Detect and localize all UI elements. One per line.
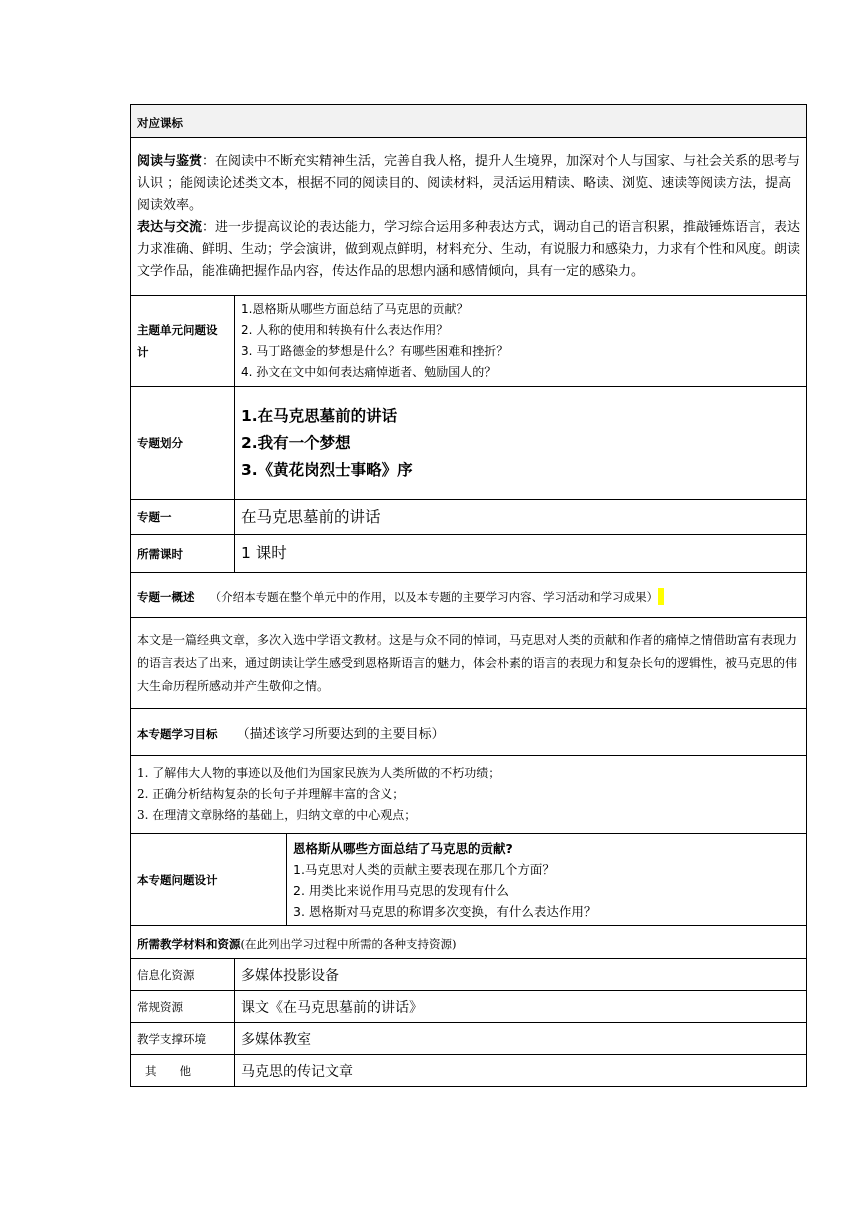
resource-row-label	[131, 991, 235, 1023]
topic-item: 2.我有一个梦想	[241, 433, 351, 452]
unit-question-item: 4. 孙文在文中如何表达痛悼逝者、勉励国人的？	[241, 365, 497, 379]
topic-item: 3.《黄花岗烈士事略》序	[241, 460, 413, 479]
resources-label: 所需教学材料和资源	[137, 936, 241, 951]
lesson-plan-document	[130, 104, 806, 1087]
topic-item: 1.在马克思墓前的讲话	[241, 406, 398, 425]
resources-note: (在此列出学习过程中所需的各种支持资源)	[240, 936, 457, 951]
hours-label-cell	[131, 535, 235, 573]
resource-row-value	[235, 991, 807, 1023]
hours-cell	[235, 535, 807, 573]
resource-row-label	[131, 1055, 235, 1087]
topic-one-label-cell	[131, 500, 235, 535]
resource-row-value	[235, 959, 807, 991]
resource-value: 马克思的传记文章	[241, 1063, 353, 1080]
goal-item: 3. 在理清文章脉络的基础上，归纳文章的中心观点；	[137, 808, 417, 822]
overview-note: （介绍本专题在整个单元中的作用，以及本专题的主要学习内容、学习活动和学习成果）	[209, 589, 659, 604]
topics-label: 专题划分	[137, 436, 183, 450]
resources-header-cell	[131, 926, 807, 959]
goals-note: （描述该学习所要达到的主要目标）	[236, 726, 445, 742]
resource-row-value	[235, 1023, 807, 1055]
topic-question-item: 2. 用类比来说作用马克思的发现有什么	[293, 882, 509, 898]
goals-label: 本专题学习目标	[137, 726, 218, 741]
unit-questions-cell	[235, 296, 807, 387]
reading-paragraph	[137, 151, 800, 217]
reading-label: 阅读与鉴赏	[137, 153, 203, 169]
curriculum-content-cell	[131, 138, 807, 296]
topic-questions-label: 本专题问题设计	[137, 872, 218, 887]
overview-header-cell	[131, 573, 807, 618]
expression-paragraph	[137, 217, 800, 283]
reading-text: ：在阅读中不断充实精神生活，完善自我人格，提升人生境界，加深对个人与国家、与社会关系的思考与认识 ；能阅读论述类文本，根据不同的阅读目的、阅读材料，灵活运用精读、略读、浏览、速读等阅读方法，提高阅读效率。	[137, 153, 801, 213]
resource-row-label	[131, 959, 235, 991]
expression-text: ：进一步提高议论的表达能力，学习综合运用多种表达方式，调动自己的语言积累，推敲锤炼语言，表达力求准确、鲜明、生动；学会演讲，做到观点鲜明，材料充分、生动，有说服力和感染力，力求有个性和风度。朗读文学作品，能准确把握作品内容，传达作品的思想内涵和感情倾向，具有一定的感染力。	[137, 219, 801, 279]
expression-label: 表达与交流	[137, 219, 203, 235]
topic-one-cell	[235, 500, 807, 535]
goals-list-cell	[131, 756, 807, 834]
curriculum-header: 对应课标	[137, 115, 183, 130]
topic-one-label: 专题一	[137, 510, 172, 524]
topic-questions-cell	[287, 834, 807, 926]
unit-question-item: 1.恩格斯从哪些方面总结了马克思的贡献？	[241, 302, 469, 316]
unit-question-item: 2. 人称的使用和转换有什么表达作用？	[241, 323, 449, 337]
unit-questions-label: 主题单元问题设计	[137, 323, 218, 359]
resource-label: 其 他	[145, 1063, 191, 1078]
topic-question-item: 3. 恩格斯对马克思的称谓多次变换，有什么表达作用？	[293, 903, 597, 919]
hours-value: 1 课时	[241, 544, 287, 562]
topic-question-item: 1.马克思对人类的贡献主要表现在那几个方面？	[293, 861, 555, 877]
goals-header-cell	[131, 709, 807, 756]
topic-questions-main: 恩格斯从哪些方面总结了马克思的贡献?	[293, 840, 513, 856]
topics-label-cell	[131, 387, 235, 500]
unit-questions-label-cell	[131, 296, 235, 387]
unit-question-item: 3. 马丁路德金的梦想是什么？有哪些困难和挫折？	[241, 344, 509, 358]
overview-text-cell	[131, 618, 807, 709]
resource-row-label	[131, 1023, 235, 1055]
overview-label: 专题一概述	[137, 589, 195, 604]
topics-cell	[235, 387, 807, 500]
resource-value: 多媒体教室	[241, 1031, 311, 1048]
hours-label: 所需课时	[137, 546, 183, 561]
lesson-plan-table	[130, 104, 807, 1087]
resource-value: 课文《在马克思墓前的讲话》	[241, 999, 423, 1016]
highlight-mark	[658, 588, 664, 605]
topic-questions-label-cell	[131, 834, 287, 926]
resource-label: 常规资源	[137, 999, 183, 1014]
resource-label: 教学支撑环境	[137, 1031, 206, 1046]
goal-item: 1. 了解伟大人物的事迹以及他们为国家民族为人类所做的不朽功绩；	[137, 766, 501, 780]
resource-row-value	[235, 1055, 807, 1087]
resource-value: 多媒体投影设备	[241, 967, 339, 984]
topic-one-value: 在马克思墓前的讲话	[241, 507, 381, 526]
curriculum-header-cell	[131, 105, 807, 138]
goal-item: 2. 正确分析结构复杂的长句子并理解丰富的含义；	[137, 787, 405, 801]
resource-label: 信息化资源	[137, 967, 195, 982]
overview-text: 本文是一篇经典文章，多次入选中学语文教材。这是与众不同的悼词，马克思对人类的贡献和作者的痛悼之情借助富有表现力的语言表达了出来，通过朗读让学生感受到恩格斯语言的魅力，体会朴素的语言的表现力和复杂长句的逻辑性，被马克思的伟大生命历程所感动并产生敬仰之情。	[137, 632, 798, 693]
